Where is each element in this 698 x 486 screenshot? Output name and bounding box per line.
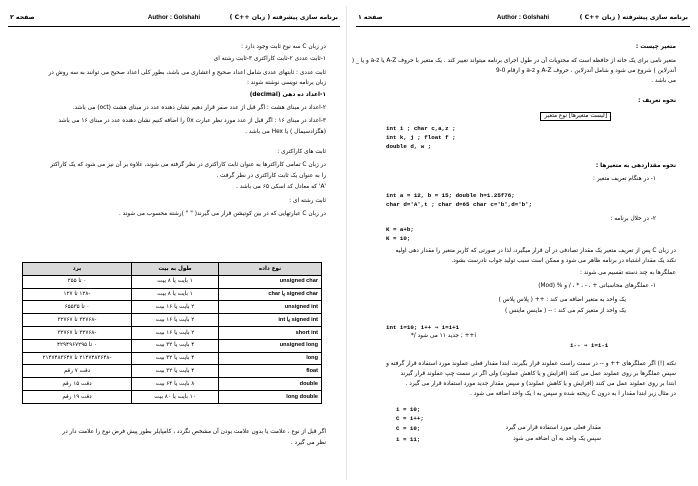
text-line: در زبان C عبارتهایی که در بین کوتیشن قرار می گیرند( " " )رشته محسوب می شوند . [118,211,326,217]
text-line: ۱- عملگرهای محاسباتی + ، - ، * ، / و % (Mod) [538,283,656,289]
range-cell: ۰ تا ۴۲۹۴۹۶۷۲۹۵ [23,339,132,352]
text-line: نحوه مقداردهی به متغیرها : [595,163,676,169]
range-cell: دقت ۱۹ رقم [23,390,132,403]
text-line: 'A' که معادل کد اسکی ۶۵ می باشد . [236,184,326,190]
type-cell: double [219,378,322,391]
text-line: ثابت های کاراکتری : [277,149,326,155]
type-cell: unsigned long [219,339,322,352]
text-line: نکته (!) اگر عملگرهای ++ و -- در سمت راست عملوند قرار بگیرند، ابتدا مقدار فعلی عملوند مورد استفاده قرار گرفته و [386,361,676,367]
text-line: C = i++; [396,415,424,422]
range-cell: دقت ۱۵ رقم [23,378,132,391]
text-line: int a = 12, b = 15; double h=1.25f76; [386,192,515,199]
table-body [23,275,322,403]
table-row [23,339,322,352]
text-line: K = a+b; [386,226,414,233]
size-cell: ۸ بایت یا ۶۴ بیت [132,378,219,391]
text-line: i++ ; جدید ۱۱ می شود /* [410,333,476,339]
type-cell: unsigned int [219,301,322,314]
table-header-row [23,263,322,276]
text-line: عملگرها به چند دسته تقسیم می شوند : [580,270,676,276]
text-line: در زبان C پس از تعریف متغیر یک مقدار تصادفی در آن قرار میگیرد، لذا در صورتی که کاربر متغیر را مقدار دهی اولیه [395,248,676,254]
text-line: ثابت رشته ای : [289,198,326,204]
text-line: double d, w ; [386,143,432,150]
text-line: i = 11; [396,436,421,443]
size-cell: ۲ بایت یا ۱۶ بیت [132,301,219,314]
type-cell: signed int یا int [219,314,322,327]
size-cell: ۱۰ بایت یا ۸۰ بیت [132,390,219,403]
size-cell: ۲ بایت یا ۱۶ بیت [132,326,219,339]
text-line: در مثال زیر ابتدا مقدار i به درون C ریخته شده و سپس به i یک واحد اضافه می شود . [470,391,676,397]
text-line: int k, j ; float f ; [386,134,456,141]
column-header-type: نوع داده [219,263,322,276]
text-line: می باشد . [651,78,676,84]
text-line: سپس عملگرها بر روی عملوند عمل می کنند (افزایش و یا کاهش عملوند) ولی اگر در سمت چپ عملوند قرار گیرند [400,371,676,377]
type-cell: long [219,352,322,365]
text-line: نکند یک مقدار اشتباه در برنامه ظاهر می شود و ممکن است سبب تولید جواب نادرست بشود. [451,258,676,264]
header-title: برنامه سازی پیشرفته ( زبان ++C ) [229,14,338,21]
text-line: (هگزادسیمال ) یا Hex می باشد . [245,129,326,135]
column-header-size: طول به بیت [132,263,219,276]
text-line: C = 10; [396,425,421,432]
text-line: در زبان C تمامی کاراکترها به عنوان ثابت کاراکتری در نظر گرفته می شوند، علاوه بر آن نیز می شود که یک کاراکتر [50,162,326,168]
text-line: ۱- در هنگام تعریف متغیر : [593,176,656,182]
table-row [23,314,322,327]
text-line: متغیر نامی برای یک خانه از حافظه است که محتویات آن در طول اجرای برنامه میتواند تغییر کند . یک متغیر با حروف A-Z یا a-z و یا _ ( [351,58,676,64]
table-row [23,378,322,391]
text-line: سپس یک واحد به آن اضافه می شود [513,436,601,442]
text-line: ۲- در خلال برنامه : [610,216,656,222]
size-cell: ۴ بایت یا ۳۲ بیت [132,365,219,378]
range-cell: ۰ تا ۲۵۵ [23,275,132,288]
size-cell: ۲ بایت یا ۱۶ بیت [132,314,219,327]
table-row [23,326,322,339]
header-page-number: صفحه ۱ [358,14,383,21]
text-line: int i=10; i++ ⇒ i=i+1 [386,324,460,331]
table-row [23,288,322,301]
column-header-range: برد [23,263,132,276]
type-cell: signed char یا char [219,288,322,301]
right-page [351,8,690,478]
type-cell: unsigned char [219,275,322,288]
text-line: زبان برنامه نویسی نوشته شوند : [246,80,326,86]
text-line: ابتدا بر روی عملوند عمل می کنند (افزایش و یا کاهش عملوند) و سپس مقدار جدید مورد استفاده قرار می گیرد . [405,381,676,387]
header-title: برنامه سازی پیشرفته ( زبان ++C ) [579,14,688,21]
range-cell: -۲۱۴۷۴۸۳۶۴۸ تا ۲۱۴۷۴۸۳۶۴۷ [23,352,132,365]
data-types-table [22,262,322,404]
left-page [8,8,340,478]
text-line: i-- ⇒ i=i-1 [570,342,609,349]
text-line: ۳-اعداد در مبنای ۱۶ : اگر قبل از عدد مورد نظر عبارت 0x را اضافه کنیم نشان دهنده عدد در مبنای ۱۶ می باشد [58,118,326,124]
size-cell: ۱ بایت یا ۸ بیت [132,288,219,301]
table-row [23,275,322,288]
text-line: را به عنوان یک ثابت کاراکتری در نظر گرفت . [216,173,326,179]
text-line: در زبان C سه نوع ثابت وجود دارد : [241,44,326,50]
text-line: یک واحد از متغیر کم می کند : -- ( ماینس ماینس ) [505,308,626,314]
text-line: ثابت عددی : ثابتهای عددی شامل اعداد صحیح و اعشاری می باشد، بطور کلی اعداد صحیح می توانند به سه روش در [48,70,326,76]
text-line: متغیر چیست : [635,44,676,50]
header-page-number: صفحه ۲ [10,14,35,21]
text-line: اگر قبل از نوع ، علامت یا بدون علامت بودن آن مشخص نگردد ، کامپایلر بطور پیش فرض نوع را علامت دار در [62,429,326,435]
size-cell: ۱ بایت یا ۸ بیت [132,275,219,288]
text-line: int i ; char c,a,z ; [386,125,456,132]
table-row [23,301,322,314]
table-row [23,352,322,365]
type-cell: long double [219,390,322,403]
size-cell: ۴ بایت یا ۳۲ بیت [132,339,219,352]
header-author: Author : Golshahi [496,14,550,21]
range-cell: -۳۲۷۶۸ تا ۳۲۷۶۷ [23,326,132,339]
page-header [8,12,340,27]
size-cell: ۴ بایت یا ۳۲ بیت [132,352,219,365]
range-cell: دقت ۷ رقم [23,365,132,378]
text-line: i = 10; [396,406,421,413]
table-row [23,390,322,403]
page-header [356,12,690,27]
range-cell: ۰ تا ۶۵۵۳۵ [23,301,132,314]
text-line: K = 10; [386,235,411,242]
type-cell: float [219,365,322,378]
range-cell: -۳۲۷۶۸ تا ۳۲۷۶۷ [23,314,132,327]
text-line: char d='A',t ; char d=65 char c='b',d='b'; [386,201,533,208]
text-line: ۱-اعداد ده دهی (decimal) [249,92,326,98]
text-line: مقدار فعلی مورد استفاده قرار می گیرد [505,425,601,431]
type-cell: short int [219,326,322,339]
table-row [23,365,322,378]
text-line: یک واحد به متغیر اضافه می کند : ++ ( پلاس پلاس ) [498,297,626,303]
header-author: Author : Golshahi [147,14,201,21]
page-gutter [346,6,347,480]
text-line: آندرلاین ) شروع می شود و شامل آندرلاین ، حروف A-Z و a-z و ارقام 0-9 [495,68,676,74]
text-line: نظر می گیرد . [290,440,326,446]
text-line: ۲-اعداد در مبنای هشت : اگر قبل از عدد صفر قرار دهیم نشان دهنده عدد در مبنای هشت (oct) می باشد. [72,105,326,111]
text-line: ۱-ثابت عددی ۲-ثابت کاراکتری ۳-ثابت رشته ای [213,56,326,62]
range-cell: -۱۲۸ تا ۱۲۷ [23,288,132,301]
text-line: [لیست متغیرها] نوع متغیر [540,112,611,121]
text-line: نحوه تعریف : [638,98,676,104]
